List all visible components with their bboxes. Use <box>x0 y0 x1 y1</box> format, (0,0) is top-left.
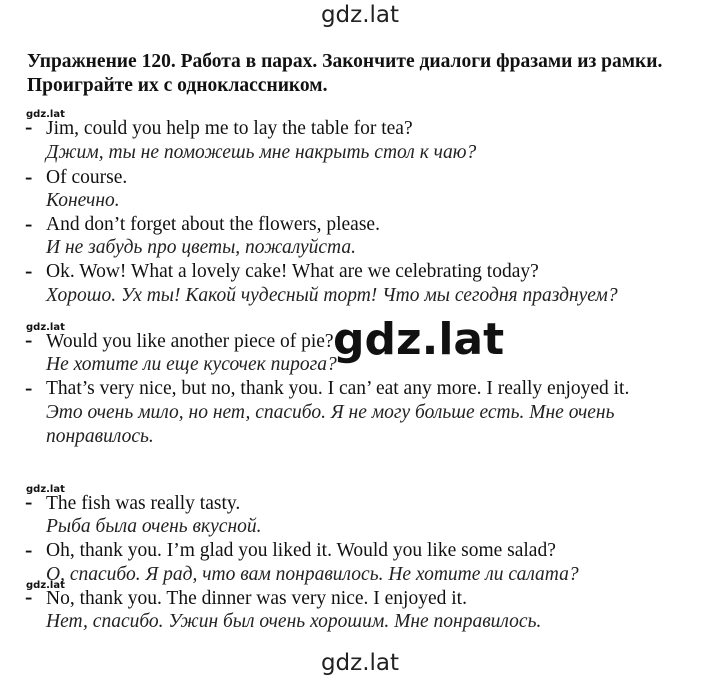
dialog2-line2-ru-b: понравилось. <box>46 426 154 447</box>
dialog1-line4-en: Ok. Wow! What a lovely cake! What are we celebrating today? <box>46 261 539 282</box>
dialog1-line3-en: And don’t forget about the flowers, please. <box>46 214 380 235</box>
watermark-center: gdz.lat <box>333 314 505 365</box>
dialog2-line2-ru-a: Это очень мило, но нет, спасибо. Я не могу больше есть. Мне очень <box>46 402 615 423</box>
dialog3-line3-ru: Нет, спасибо. Ужин был очень хорошим. Мне понравилось. <box>46 611 542 632</box>
exercise-title: Упражнение 120. Работа в парах. Закончите диалоги фразами из рамки. Проиграйте их с одноклассником. <box>27 51 663 96</box>
dialog2-line1-ru: Не хотите ли еще кусочек пирога? <box>46 354 337 375</box>
dialog3-line2-en: Oh, thank you. I’m glad you liked it. Would you like some salad? <box>46 540 556 561</box>
dialog1-line1-ru: Джим, ты не поможешь мне накрыть стол к чаю? <box>46 142 477 163</box>
dialog3-line1-en: The fish was really tasty. <box>46 493 241 514</box>
watermark-small: gdz.lat <box>26 580 65 591</box>
dash-marker: - <box>25 489 33 514</box>
dash-marker: - <box>25 211 33 236</box>
dialog1-line2-en: Of course. <box>46 167 128 188</box>
dash-marker: - <box>25 584 33 609</box>
dialog1-line2-ru: Конечно. <box>46 190 120 211</box>
watermark-small: gdz.lat <box>26 109 65 120</box>
dialog2-line1-en: Would you like another piece of pie? <box>46 331 334 352</box>
dash-marker: - <box>25 537 33 562</box>
dialog1-line3-ru: И не забудь про цветы, пожалуйста. <box>46 237 356 258</box>
dialog2-line2-en: That’s very nice, but no, thank you. I can’ eat any more. I really enjoyed it. <box>46 378 630 399</box>
watermark-bottom: gdz.lat <box>320 650 400 676</box>
watermark-small: gdz.lat <box>26 484 65 495</box>
dialog1-line1-en: Jim, could you help me to lay the table for tea? <box>46 118 413 139</box>
watermark-top: gdz.lat <box>320 2 400 28</box>
dialog3-line3-en: No, thank you. The dinner was very nice. I enjoyed it. <box>46 588 467 609</box>
dash-marker: - <box>25 327 33 352</box>
dash-marker: - <box>25 114 33 139</box>
watermark-small: gdz.lat <box>26 322 65 333</box>
dash-marker: - <box>25 375 33 400</box>
dialog3-line2-ru: О, спасибо. Я рад, что вам понравилось. Не хотите ли салата? <box>46 564 579 585</box>
dash-marker: - <box>25 164 33 189</box>
dialog3-line1-ru: Рыба была очень вкусной. <box>46 516 262 537</box>
dialog1-line4-ru: Хорошо. Ух ты! Какой чудесный торт! Что мы сегодня празднуем? <box>46 285 618 306</box>
dash-marker: - <box>25 258 33 283</box>
